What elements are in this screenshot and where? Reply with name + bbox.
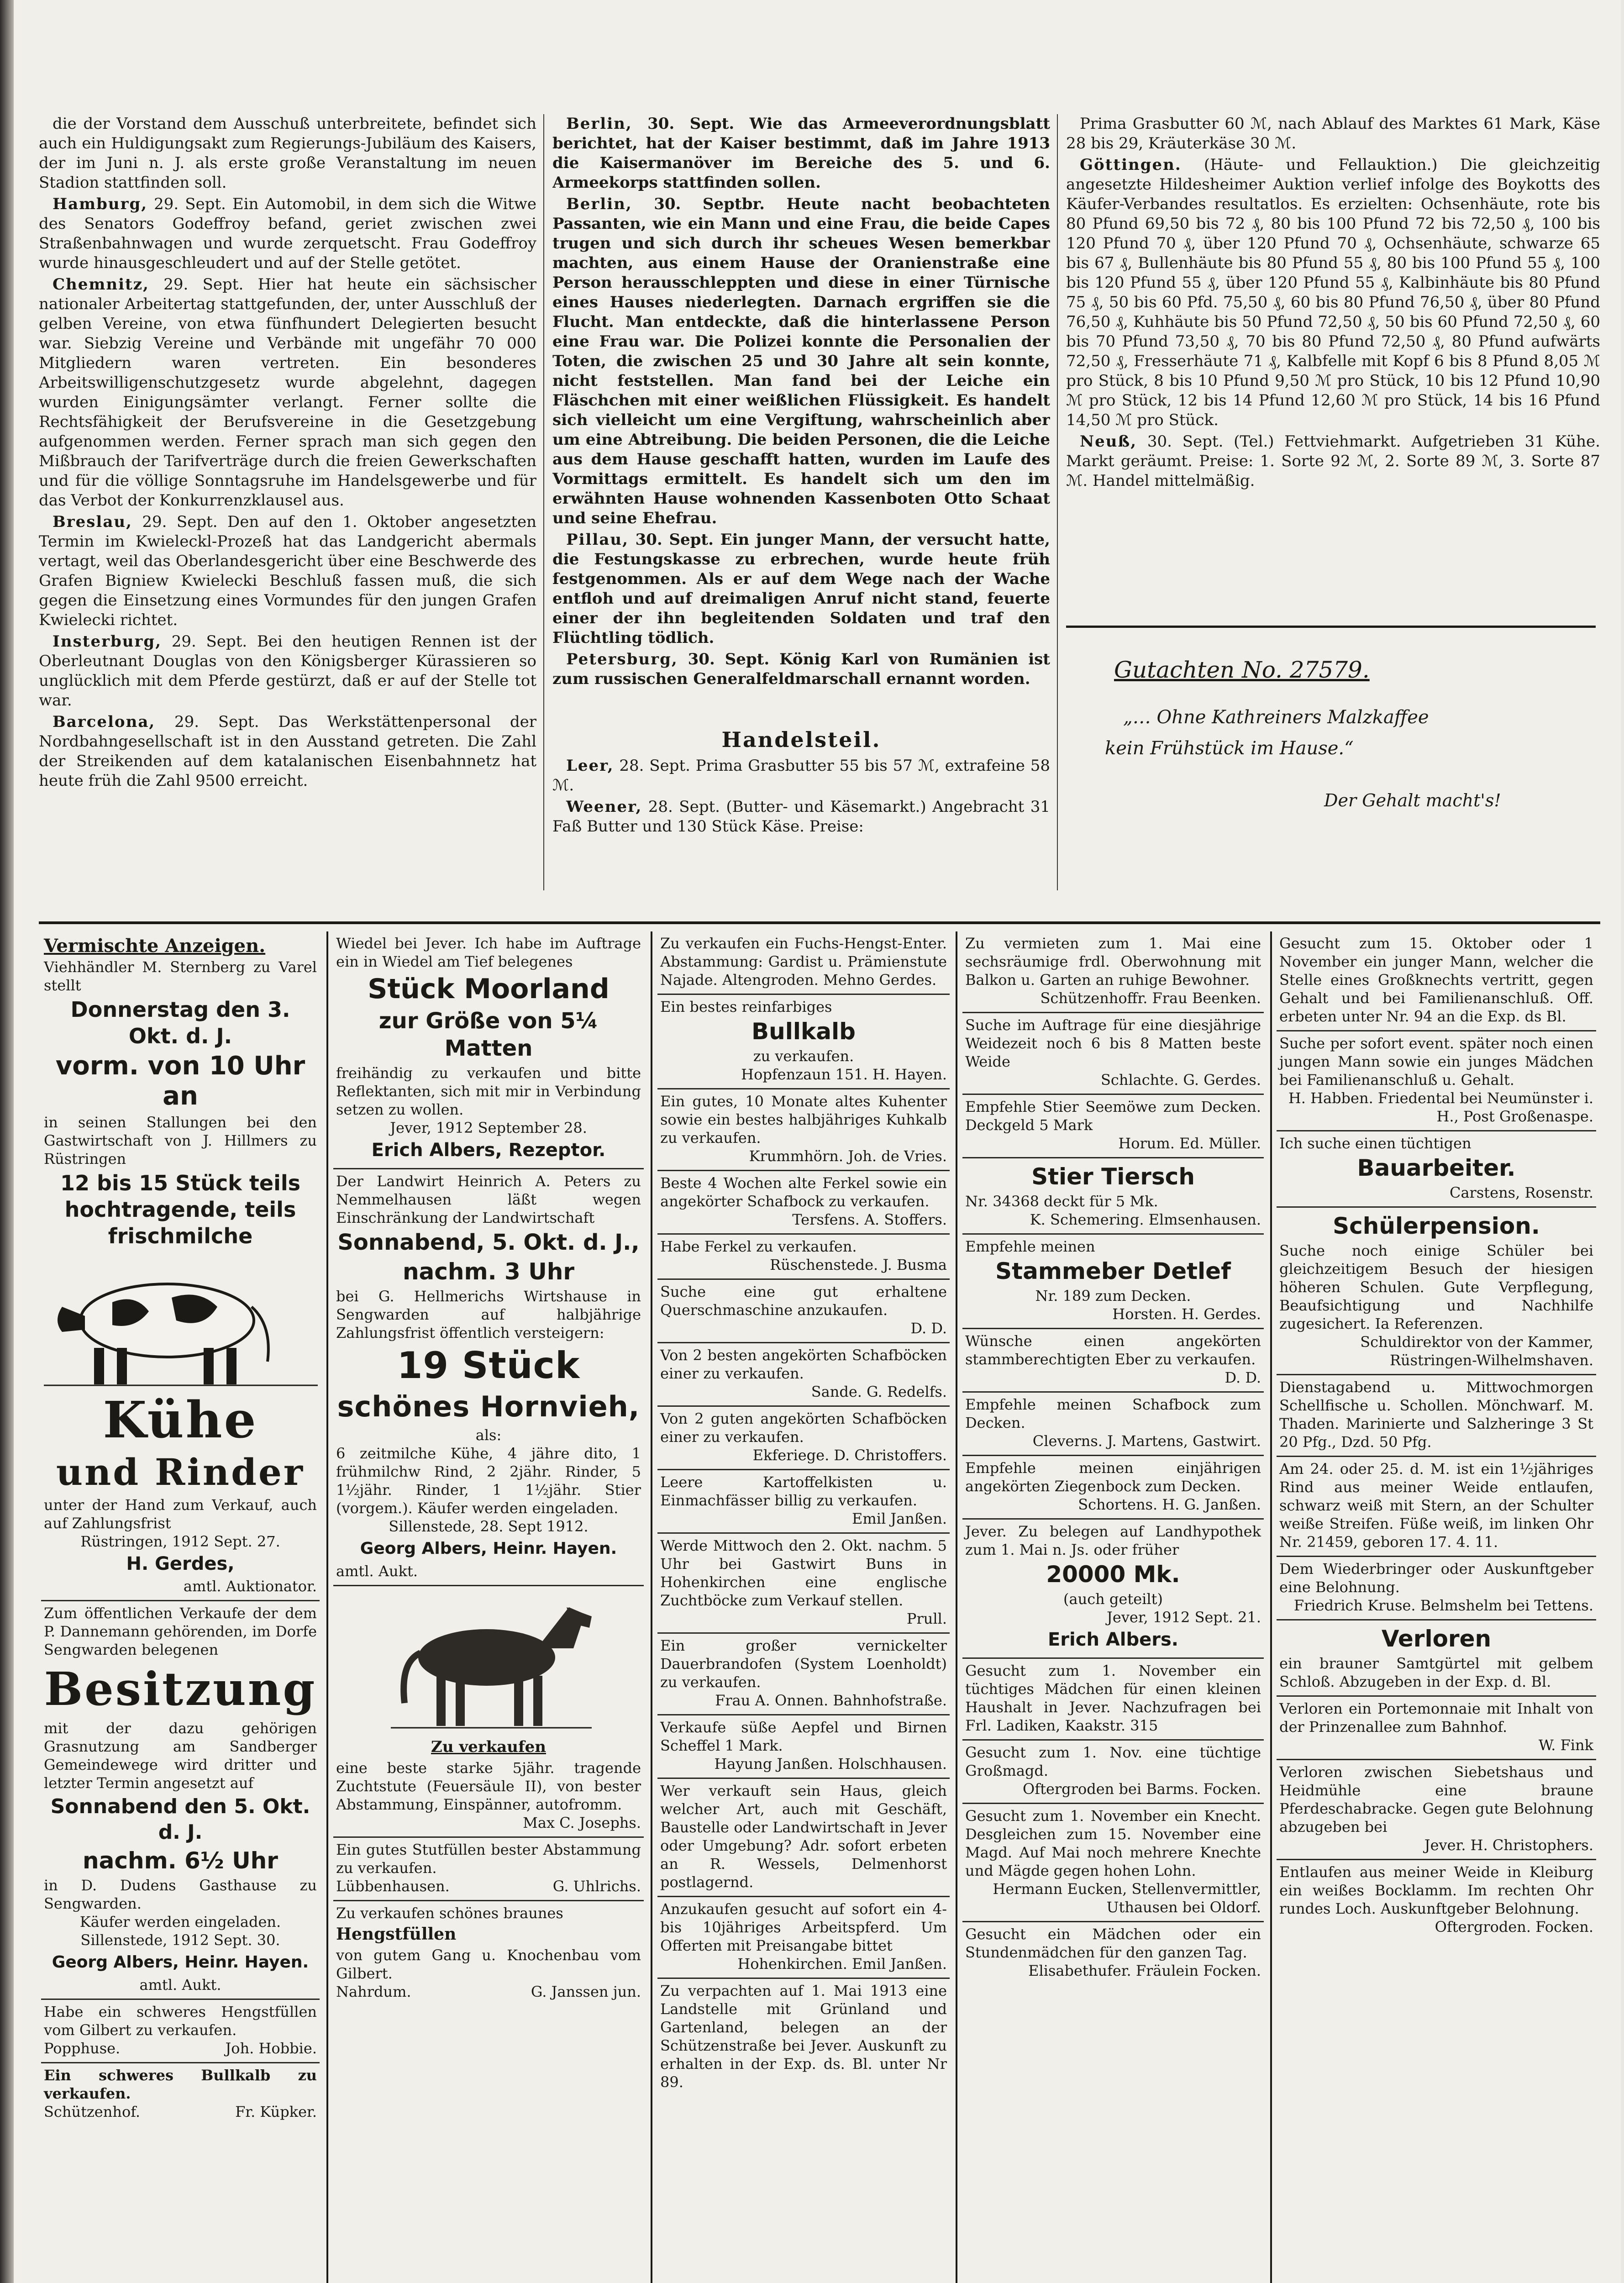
ad-moorland <box>333 931 644 1169</box>
newspaper-page <box>14 0 1621 2283</box>
ad-text: Beste 4 Wochen alte Ferkel sowie ein angekörter Schafbock zu verkaufen. <box>660 1174 947 1210</box>
news-dateline: Pillau, <box>566 531 629 549</box>
ad-text: Verloren ein Portemonnaie mit Inhalt von der Prinzenallee zum Bahnhof. <box>1279 1700 1593 1736</box>
classified-ad <box>1277 1557 1596 1620</box>
ad-text: Entlaufen aus meiner Weide in Kleiburg ein weißes Bocklamm. Im rechten Ohr rundes Loch. Auskunftgeber Belohnung. <box>1279 1863 1593 1917</box>
ad-signature: Hayung Janßen. Holschhausen. <box>714 1755 947 1773</box>
ad-signature: Cleverns. J. Martens, Gastwirt. <box>1032 1432 1261 1450</box>
classified-ad <box>962 1013 1264 1095</box>
ad-headline: 20000 Mk. <box>1046 1561 1180 1588</box>
classified-ad <box>962 1393 1264 1456</box>
ad-signature: Prull. <box>906 1610 947 1627</box>
ad-column-5 <box>1277 931 1596 2283</box>
news-text: 30. Sept. Wie das Armeeverordnungsblatt berichtet, hat der Kaiser bestimmt, daß im Jahre 1913 die Kaisermanöver im Bereiche des 5. und 6. Armeekorps stattfinden sollen. <box>552 115 1050 192</box>
ad-text: Zu verpachten auf 1. Mai 1913 eine Landstelle mit Grünland und Gartenland, belegen an der Schützenstraße bei Jever. Auskunft zu erhalten in der Exp. ds. Bl. unter Nr 89. <box>660 1982 947 2091</box>
ad-place: Nahrdum. <box>336 1983 411 2000</box>
ad-signature: Friedrich Kruse. Belmshelm bei Tettens. <box>1293 1597 1593 1614</box>
news-paragraph <box>552 756 1050 795</box>
ad-section-title: Vermischte Anzeigen. <box>44 935 266 957</box>
classified-ad <box>962 1329 1264 1393</box>
classified-ad <box>657 1407 950 1470</box>
ad-text: Leere Kartoffelkisten u. Einmachfässer billig zu verkaufen. <box>660 1473 947 1509</box>
ad-zuchtstute <box>333 1586 644 1838</box>
ad-signature: Krummhörn. Joh. de Vries. <box>749 1147 947 1165</box>
ad-signature: Hermann Eucken, Stellenvermittler, Uthausen bei Oldorf. <box>993 1880 1261 1916</box>
news-text: 29. Sept. Das Werkstättenpersonal der Nordbahngesellschaft ist in den Ausstand getreten. Die Zahl der Streikenden auf dem katalanischen Eisenbahnnetz hat heute früh die Zahl 9500 erreicht. <box>39 713 536 790</box>
classified-ad <box>962 1659 1264 1741</box>
ad-text: mit der dazu gehörigen Grasnutzung am Sandberger Gemeindewege wird dritter und letzter Termin angesetzt auf <box>44 1720 317 1792</box>
ad-signature: G. Janssen jun. <box>531 1983 641 2000</box>
classified-ad <box>657 1715 950 1779</box>
ad-signature: Rüschenstede. J. Busma <box>770 1256 947 1273</box>
news-paragraph <box>39 632 536 710</box>
news-text: 30. Septbr. Heute nacht beobachteten Passanten, wie ein Mann und eine Frau, die beide Capes trugen und sich durch ihr scheues Wesen bemerkbar machten, aus einem Hause der Oranienstraße eine Person herausschleppten und diese in einer Türnische eines Hauses niederlegten. Darnach ergriffen sie die Flucht. Man entdeckte, daß die hinterlassene Person eine Frau war. Die Polizei konnte die Personalien der Toten, die zwischen 25 und 30 Jahre alt sein konnte, nicht feststellen. Man fand bei der Leiche ein Fläschchen mit einer weißlichen Flüssigkeit. Es handelt sich vielleicht um eine Vergiftung, wahrscheinlich aber um eine Abtreibung. Die beiden Personen, die die Leiche aus dem Hause geschafft hatten, wurden im Laufe des Vormittags ermittelt. Es handelt sich um den im erwähnten Hause wohnenden Kassenboten Otto Schaat und seine Ehefrau. <box>552 195 1050 527</box>
news-paragraph <box>552 650 1050 689</box>
ad-text: Werde Mittwoch den 2. Okt. nachm. 5 Uhr bei Gastwirt Buns in Hohenkirchen eine englische Zuchtböcke zum Verkauf stellen. <box>660 1537 947 1609</box>
news-text: 30. Sept. (Tel.) Fettviehmarkt. Aufgetrieben 31 Kühe. Markt geräumt. Preise: 1. Sorte 92 ℳ, 2. Sorte 89 ℳ, 3. Sorte 87 ℳ. Handel mittelmäßig. <box>1066 432 1600 490</box>
ad-big-headline: und Rinder <box>56 1451 305 1494</box>
classified-ad <box>962 1804 1264 1922</box>
ad-signature-title: amtl. Auktionator. <box>183 1578 317 1595</box>
market-section-rule <box>1066 626 1596 628</box>
ad-text: Zum öffentlichen Verkaufe der dem P. Dannemann gehörenden, im Dorfe Sengwarden belegenen <box>44 1604 317 1658</box>
ad-text: Verkaufe süße Aepfel und Birnen Scheffel 1 Mark. <box>660 1719 947 1754</box>
column-divider <box>1057 114 1058 890</box>
ad-text: Gesucht ein Mädchen oder ein Stundenmädchen für den ganzen Tag. <box>965 1925 1261 1961</box>
ad-signature: Hohenkirchen. Emil Janßen. <box>737 1955 947 1973</box>
news-dateline: Breslau, <box>53 513 132 531</box>
ad-column-divider <box>1270 931 1272 2283</box>
news-dateline: Insterburg, <box>53 632 162 651</box>
ad-text: Suche im Auftrage für eine diesjährige Weidezeit noch 6 bis 8 Matten beste Weide <box>965 1016 1261 1070</box>
classified-ad <box>657 931 950 995</box>
section-divider-rule <box>39 921 1600 924</box>
ad-text: Empfehle meinen Schafbock zum Decken. <box>965 1396 1261 1431</box>
ad-text: Dienstagabend u. Mittwochmorgen Schellfische u. Schollen. Mönchwarf. M. Thaden. Marinierte und Salzheringe 3 St 20 Pfg., Dzd. 50 Pfg. <box>1279 1378 1593 1451</box>
news-paragraph <box>552 797 1050 836</box>
classified-ad <box>1277 1375 1596 1457</box>
ad-signature: Schortens. H. G. Janßen. <box>1078 1496 1261 1513</box>
ad-text: Käufer werden eingeladen. <box>79 1913 281 1931</box>
testimonial-signature: Der Gehalt macht's! <box>1324 790 1501 810</box>
news-dateline: Berlin, <box>566 195 632 213</box>
news-dateline: Göttingen. <box>1080 156 1182 174</box>
news-dateline: Berlin, <box>566 115 632 133</box>
news-dateline: Leer, <box>566 757 614 775</box>
news-text: 29. Sept. Den auf den 1. Oktober angesetzten Termin im Kwieleckl-Prozeß hat das Landgericht abermals vertagt, weil das Oberlandesgericht über eine Beschwerde des Grafen Bigniew Kwielecki Beschluß fassen muß, die sich gegen die Einsetzung eines Vormundes für den jungen Grafen Kwielecki richtet. <box>39 513 536 629</box>
classified-ad <box>657 1534 950 1634</box>
news-dateline: Hamburg, <box>53 195 148 213</box>
ad-headline: Donnerstag den 3. Okt. d. J. <box>70 997 290 1048</box>
ad-text: Verloren zwischen Siebetshaus und Heidmühle eine braune Pferdeschabracke. Gegen gute Belohnung abzugeben bei <box>1279 1763 1593 1836</box>
handelsteil-section <box>552 721 1050 904</box>
news-paragraph <box>552 195 1050 528</box>
ad-headline: 12 bis 15 Stück teils hochtragende, teils frischmilche <box>60 1171 300 1248</box>
ad-text: Gesucht zum 15. Oktober oder 1 November ein junger Mann, welcher die Stelle eines Großknechts vertritt, gegen Gehalt und bei Familienanschluß. Off. erbeten unter Nr. 94 an die Exp. ds Bl. <box>1279 935 1593 1025</box>
ad-text: eine beste starke 5jähr. tragende Zuchtstute (Feuersäule II), von bester Abstammung, Einspänner, autofromm. <box>336 1759 641 1813</box>
ad-signature: D. D. <box>1225 1369 1261 1386</box>
ad-signature: Georg Albers, Heinr. Hayen. <box>360 1539 617 1558</box>
classified-ad <box>657 1235 950 1280</box>
ad-hobbie <box>41 2000 320 2063</box>
ad-headline: Zu verkaufen <box>431 1738 546 1756</box>
ad-hengstfuellen <box>333 1901 644 2005</box>
ad-text: ein brauner Samtgürtel mit gelbem Schloß. Abzugeben in der Exp. d. Bl. <box>1279 1655 1593 1690</box>
ad-signature: Schuldirektor von der Kammer, Rüstringen-Wilhelmshaven. <box>1360 1333 1593 1369</box>
news-paragraph <box>39 195 536 273</box>
ad-text: Habe Ferkel zu verkaufen. <box>660 1238 857 1255</box>
news-text: 30. Sept. König Karl von Rumänien ist zum russischen Generalfeldmarschall ernannt worden. <box>552 650 1050 688</box>
ad-signature: H. Habben. Friedental bei Neumünster i. H., Post Großenaspe. <box>1288 1089 1593 1125</box>
ad-column-2 <box>333 931 644 2283</box>
ad-text: Der Landwirt Heinrich A. Peters zu Nemmelhausen läßt wegen Einschränkung der Landwirtschaft <box>336 1173 641 1226</box>
ad-headline: Sonnabend den 5. Okt. d. J. <box>50 1795 310 1844</box>
news-paragraph <box>552 530 1050 648</box>
ad-text: Wünsche einen angekörten stammberechtigten Eber zu verkaufen. <box>965 1332 1261 1368</box>
ad-signature: Ekferiege. D. Christoffers. <box>752 1447 947 1464</box>
ad-text: Ein großer vernickelter Dauerbrandofen (System Loenholdt) zu verkaufen. <box>660 1637 947 1691</box>
ad-signature: Frau A. Onnen. Bahnhofstraße. <box>715 1692 947 1709</box>
ad-big-headline: schönes Hornvieh, <box>337 1390 640 1423</box>
ad-headline: Bullkalb <box>752 1018 856 1045</box>
classified-ad <box>657 1634 950 1715</box>
ad-text: Gesucht zum 1. November ein tüchtiges Mädchen für einen kleinen Haushalt in Jever. Nachzufragen bei Frl. Ladiken, Kaakstr. 315 <box>965 1662 1261 1734</box>
ad-kuepker <box>41 2063 320 2125</box>
ad-signature: Carstens, Rosenstr. <box>1449 1184 1593 1201</box>
ad-sign-row <box>336 1877 641 1895</box>
ad-text: Ein gutes, 10 Monate altes Kuhenter sowie ein bestes halbjähriges Kuhkalb zu verkaufen. <box>660 1093 947 1147</box>
ad-text: Suche per sofort event. später noch einen jungen Mann sowie ein junges Mädchen bei Familienanschluß u. Gehalt. <box>1279 1035 1593 1089</box>
ad-date: Sillenstede, 28. Sept 1912. <box>389 1518 589 1535</box>
ad-text: Dem Wiederbringer oder Auskunftgeber eine Belohnung. <box>1279 1560 1593 1596</box>
ad-text: zu verkaufen. <box>753 1047 854 1065</box>
ad-peters-hornvieh <box>333 1169 644 1586</box>
classified-ad <box>1277 1131 1596 1208</box>
classified-ad <box>962 1741 1264 1804</box>
classified-ad <box>962 1235 1264 1329</box>
ad-text: Wer verkauft sein Haus, gleich welcher Art, auch mit Geschäft, Baustelle oder Landwirtschaft in Jever oder Umgebung? Adr. sofort erbeten an R. Wessels, Delmenhorst postlagernd. <box>660 1782 947 1891</box>
horse-illustration <box>336 1589 637 1735</box>
ad-signature-title: amtl. Aukt. <box>139 1976 221 1994</box>
ad-place: Schützenhof. <box>44 2103 141 2120</box>
classified-ad <box>962 1158 1264 1235</box>
ad-headline: Schülerpension. <box>1333 1213 1540 1239</box>
ad-column-1 <box>41 931 320 2283</box>
classified-ad <box>657 1979 950 2096</box>
ad-sign-row <box>44 2103 317 2121</box>
ad-signature-title: amtl. Aukt. <box>336 1562 418 1580</box>
ad-headline: Hengstfüllen <box>336 1925 457 1944</box>
ad-text: Empfehle meinen einjährigen angekörten Ziegenbock zum Decken. <box>965 1459 1261 1495</box>
column-divider <box>543 114 544 890</box>
classified-ad <box>657 1171 950 1235</box>
ad-headline: Verloren <box>1381 1625 1492 1652</box>
news-text: 29. Sept. Hier hat heute ein sächsischer nationaler Arbeitertag stattgefunden, der, unter Ausschluß der gelben Vereine, von etwa fünfhundert Delegierten besucht war. Siebzig Vereine und Verbände mit ungefähr 70 000 Mitgliedern waren vertreten. Ein besonderes Arbeitswilligenschutzgesetz wurde abgelehnt, dagegen wurden Einigungsämter verlangt. Ferner sollte die Rechtsfähigkeit der Berufsvereine in die Gesetzgebung aufgenommen werden. Ferner sprach man sich gegen den Mißbrauch der Tarifverträge durch die freien Gewerkschaften und für die völlige Sonntagsruhe im Handelsgewerbe und für das Verbot der Konkurrenzklausel aus. <box>39 275 536 510</box>
news-text: 29. Sept. Bei den heutigen Rennen ist der Oberleutnant Douglas von den Königsberger Kürassieren so unglücklich mit dem Pferde gestürzt, daß er auf der Stelle tot war. <box>39 632 536 710</box>
ad-big-headline: Besitzung <box>44 1662 317 1716</box>
ad-text: Von 2 guten angekörten Schafböcken einer zu verkaufen. <box>660 1410 947 1446</box>
ad-column-divider <box>326 931 328 2283</box>
classified-ad <box>1277 931 1596 1031</box>
ad-text: Am 24. oder 25. d. M. ist ein 1½jähriges Rind aus meiner Weide entlaufen, schwarz weiß mit Stern, an der Schulter weiße Streifen. Füße weiß, im linken Ohr Nr. 21459, geboren 17. 4. 11. <box>1279 1460 1593 1551</box>
classified-ad <box>1277 1860 1596 1941</box>
ad-text: Empfehle Stier Seemöwe zum Decken. Deckgeld 5 Mark <box>965 1098 1261 1134</box>
classified-ad <box>657 1343 950 1407</box>
classified-ad <box>657 1089 950 1171</box>
ad-text: Habe ein schweres Hengstfüllen vom Gilbert zu verkaufen. <box>44 2003 317 2039</box>
testimonial-line-2: kein Frühstück im Hause.“ <box>1105 738 1354 759</box>
ad-text: Zu verkaufen ein Fuchs-Hengst-Enter. Abstammung: Gardist u. Prämienstute Najade. Altengroden. Mehno Gerdes. <box>660 935 947 989</box>
classified-ad <box>962 1456 1264 1520</box>
ad-signature: Joh. Hobbie. <box>225 2040 317 2057</box>
ad-text: freihändig zu verkaufen und bitte Reflektanten, sich mit mir in Verbindung setzen zu wollen. <box>336 1064 641 1118</box>
news-paragraph <box>39 712 536 791</box>
ad-signature: W. Fink <box>1538 1736 1593 1754</box>
ad-headline: Stück Moorland <box>368 973 610 1005</box>
ad-headline: vorm. von 10 Uhr an <box>55 1051 305 1111</box>
ad-signature: G. Uhlrichs. <box>552 1878 641 1895</box>
ad-sign-row <box>44 2039 317 2057</box>
news-dateline: Chemnitz, <box>53 275 149 294</box>
news-paragraph <box>39 114 536 193</box>
ad-column-4 <box>962 931 1264 2283</box>
ad-place: Popphuse. <box>44 2040 121 2057</box>
ad-signature: Erich Albers, Rezeptor. <box>371 1140 606 1161</box>
ad-text: Nr. 34368 deckt für 5 Mk. <box>965 1193 1158 1210</box>
news-text: 30. Sept. Ein junger Mann, der versucht hatte, die Festungskasse zu erbrechen, wurde heute früh festgenommen. Als er auf dem Wege nach der Wache entfloh und auf dreimaligen Anruf nicht stand, feuerte einer der ihn begleitenden Soldaten und traf den Flüchtling tödlich. <box>552 531 1050 647</box>
ad-stutfuellen <box>333 1838 644 1901</box>
ad-signature: K. Schemering. Elmsenhausen. <box>1030 1211 1261 1228</box>
classified-ad <box>657 1280 950 1343</box>
ad-text: Ein bestes reinfarbiges <box>660 998 832 1015</box>
ad-text: Wiedel bei Jever. Ich habe im Auftrage ein in Wiedel am Tief belegenes <box>336 935 641 970</box>
ad-signature: Erich Albers. <box>1047 1629 1179 1650</box>
news-paragraph <box>39 512 536 630</box>
ad-sign-row <box>336 1983 641 2001</box>
ad-headline: zur Größe von 5¼ Matten <box>378 1008 599 1061</box>
ad-text: Zu vermieten zum 1. Mai eine sechsräumige frdl. Oberwohnung mit Balkon u. Garten an ruhige Bewohner. <box>965 935 1261 989</box>
news-paragraph <box>1066 155 1600 430</box>
ad-signature: Emil Janßen. <box>852 1510 947 1527</box>
ad-place: Lübbenhausen. <box>336 1878 450 1895</box>
ad-text: von gutem Gang u. Knochenbau vom Gilbert. <box>336 1946 641 1982</box>
ad-big-headline: 19 Stück <box>397 1344 580 1387</box>
ad-text: unter der Hand zum Verkauf, auch auf Zahlungsfrist <box>44 1496 317 1532</box>
ad-signature: Oftergroden. Focken. <box>1435 1918 1593 1936</box>
news-column-3 <box>1066 114 1600 621</box>
classified-ad <box>962 1520 1264 1659</box>
book-spine <box>0 0 14 2283</box>
news-paragraph <box>1066 114 1600 153</box>
ad-date: Rüstringen, 1912 Sept. 27. <box>80 1533 280 1550</box>
ad-text: bei G. Hellmerichs Wirtshause in Sengwarden auf halbjährige Zahlungsfrist öffentlich versteigern: <box>336 1288 641 1341</box>
news-dateline: Petersburg, <box>566 650 678 668</box>
news-text: die der Vorstand dem Ausschuß unterbreitete, befindet sich auch ein Huldigungsakt zum Regierungs-Jubiläum des Kaisers, der im Juni n. J. als erste große Veranstaltung im neuen Stadion stattfinden soll. <box>39 115 536 192</box>
ad-text: als: <box>475 1426 502 1444</box>
ad-text: Gesucht zum 1. Nov. eine tüchtige Großmagd. <box>965 1744 1261 1779</box>
news-paragraph <box>1066 432 1600 491</box>
ad-headline: Bauarbeiter. <box>1357 1155 1516 1181</box>
ad-headline: Stier Tiersch <box>1031 1163 1195 1190</box>
testimonial-heading: Gutachten No. 27579. <box>1114 658 1370 683</box>
ad-text: Zu verkaufen schönes braunes <box>336 1904 563 1922</box>
news-text: 29. Sept. Ein Automobil, in dem sich die Witwe des Senators Godeffroy befand, geriet zwischen zwei Straßenbahnwagen und wurde zerquetscht. Frau Godeffroy wurde hinausgeschleudert und auf der Stelle getötet. <box>39 195 536 272</box>
ad-text: Suche noch einige Schüler bei gleichzeitigem Besuch der hiesigen höheren Schulen. Gute Verpflegung, Beaufsichtigung und Nachhilfe zugesichert. Ia Referenzen. <box>1279 1242 1593 1332</box>
news-dateline: Weener, <box>566 798 642 816</box>
ad-signature: D. D. <box>910 1320 947 1337</box>
news-column-1 <box>39 114 536 890</box>
ad-column-divider <box>651 931 652 2283</box>
news-paragraph <box>552 114 1050 193</box>
ad-text: Ein schweres Bullkalb zu verkaufen. <box>44 2067 317 2102</box>
ad-text: Gesucht zum 1. November ein Knecht. Desgleichen zum 15. November eine Magd. Auf Mai noch mehrere Knechte und Mägde gegen hohen Lohn. <box>965 1807 1261 1879</box>
ad-headline: nachm. 3 Uhr <box>402 1258 575 1285</box>
ad-text: Ich suche einen tüchtigen <box>1279 1135 1472 1152</box>
classified-ad <box>1277 1457 1596 1557</box>
ad-text: Von 2 besten angekörten Schafböcken einer zu verkaufen. <box>660 1347 947 1382</box>
ad-column-divider <box>956 931 957 2283</box>
news-text: (Häute- und Fellauktion.) Die gleichzeitig angesetzte Hildesheimer Auktion verlief infolge des Boykotts des Käufer-Verbandes resultatlos. Es erzielten: Ochsenhäute, rote bis 80 Pfund 69,50 bis 72 ₰, 80 bis 100 Pfund 72 bis 72,50 ₰, 100 bis 120 Pfund 70 ₰, über 120 Pfund 70 ₰, Ochsenhäute, schwarze 65 bis 67 ₰, Bullenhäute bis 80 Pfund 55 ₰, 80 bis 100 Pfund 55 ₰, 100 bis 120 Pfund 55 ₰, über 120 Pfund 55 ₰, Kalbinhäute bis 80 Pfund 75 ₰, 50 bis 60 Pfd. 75,50 ₰, 60 bis 80 Pfund 76,50 ₰, über 80 Pfund 76,50 ₰, Kuhhäute bis 50 Pfund 72,50 ₰, 50 bis 60 Pfund 72,50 ₰, 60 bis 70 Pfund 73,50 ₰, 70 bis 80 Pfund 72,50 ₰, 80 Pfund aufwärts 72,50 ₰, Fresserhäute 71 ₰, Kalbfelle mit Kopf 6 bis 8 Pfund 8,05 ℳ pro Stück, 8 bis 10 Pfund 9,50 ℳ pro Stück, 10 bis 12 Pfund 10,90 ℳ pro Stück, 12 bis 14 Pfund 12,60 ℳ pro Stück, 14 bis 16 Pfund 14,50 ℳ pro Stück. <box>1066 156 1600 429</box>
ad-signature: Jever, 1912 Sept. 21. <box>1107 1609 1261 1626</box>
handwritten-testimonial <box>1077 658 1593 868</box>
ad-text: Ein gutes Stutfüllen bester Abstammung zu verkaufen. <box>336 1841 641 1877</box>
classified-ad <box>657 995 950 1089</box>
ad-signature: Oftergroden bei Barms. Focken. <box>1023 1780 1261 1798</box>
ad-text: Jever. Zu belegen auf Landhypothek zum 1. Mai n. Js. oder früher <box>965 1523 1261 1558</box>
news-dateline: Neuß, <box>1080 432 1137 451</box>
ad-date: Sillenstede, 1912 Sept. 30. <box>80 1931 280 1949</box>
classified-ad <box>657 1779 950 1897</box>
ad-text: Viehhändler M. Sternberg zu Varel stellt <box>44 958 317 994</box>
ad-signature: Horum. Ed. Müller. <box>1118 1135 1261 1152</box>
ad-signature: Tersfens. A. Stoffers. <box>792 1211 947 1228</box>
classified-ad <box>1277 1760 1596 1860</box>
ad-signature: Schlachte. G. Gerdes. <box>1100 1071 1261 1089</box>
ad-signature: Max C. Josephs. <box>523 1814 641 1831</box>
ad-text: in D. Dudens Gasthause zu Sengwarden. <box>44 1877 317 1912</box>
classified-ad <box>657 1897 950 1979</box>
news-text: 28. Sept. Prima Grasbutter 55 bis 57 ℳ, extrafeine 58 ℳ. <box>552 757 1050 794</box>
ad-signature: H. Gerdes, <box>126 1553 235 1574</box>
ad-big-headline: Kühe <box>103 1390 258 1449</box>
news-paragraph <box>39 275 536 510</box>
ad-text: (auch geteilt) <box>1063 1590 1163 1608</box>
ad-signature: Sande. G. Redelfs. <box>811 1383 947 1400</box>
classified-ad <box>1277 1620 1596 1697</box>
classified-ad <box>962 1922 1264 1984</box>
classified-ad <box>1277 1208 1596 1375</box>
news-dateline: Barcelona, <box>53 713 156 731</box>
classified-ad <box>657 1470 950 1534</box>
classified-ad <box>1277 1697 1596 1760</box>
ad-headline: Stammeber Detlef <box>995 1258 1231 1284</box>
ad-signature: Hopfenzaun 151. H. Hayen. <box>741 1066 947 1083</box>
ad-signature: Elisabethufer. Fräulein Focken. <box>1028 1962 1261 1979</box>
news-text: 28. Sept. (Butter- und Käsemarkt.) Angebracht 31 Faß Butter und 130 Stück Käse. Preise: <box>552 798 1050 836</box>
ad-signature: Fr. Küpker. <box>235 2103 317 2120</box>
testimonial-line-1: „… Ohne Kathreiners Malzkaffee <box>1123 707 1429 728</box>
cow-illustration <box>44 1252 318 1389</box>
ad-text: Empfehle meinen <box>965 1238 1095 1255</box>
ad-signature: Jever. H. Christophers. <box>1424 1836 1593 1854</box>
handelsteil-body <box>552 756 1050 836</box>
ad-dannemann-besitzung <box>41 1601 320 2000</box>
ad-text: Anzukaufen gesucht auf sofort ein 4- bis 10jähriges Arbeitspferd. Um Offerten mit Preisangabe bittet <box>660 1900 947 1954</box>
ad-text: in seinen Stallungen bei den Gastwirtschaft von J. Hillmers zu Rüstringen <box>44 1114 317 1168</box>
ad-signature: Horsten. H. Gerdes. <box>1112 1305 1261 1323</box>
ad-text: Suche eine gut erhaltene Querschmaschine anzukaufen. <box>660 1283 947 1319</box>
ad-headline: Sonnabend, 5. Okt. d. J., <box>337 1230 640 1255</box>
ad-signature: Georg Albers, Heinr. Hayen. <box>52 1953 309 1972</box>
news-text: Prima Grasbutter 60 ℳ, nach Ablauf des Marktes 61 Mark, Käse 28 bis 29, Kräuterkäse 30 ℳ. <box>1066 115 1600 153</box>
ad-sternberg <box>41 931 320 1601</box>
ad-date: Jever, 1912 September 28. <box>390 1119 587 1136</box>
ad-text: Nr. 189 zum Decken. <box>1035 1287 1191 1305</box>
ad-signature: Schützenhoffr. Frau Beenken. <box>1040 989 1261 1007</box>
classified-ad <box>962 1095 1264 1158</box>
ad-text: 6 zeitmilche Kühe, 4 jähre dito, 1 frühmilchw Rind, 2 2jähr. Rinder, 5 1½jähr. Rinder, 1 1½jähr. Stier (vorgem.). Käufer werden eingeladen. <box>336 1445 641 1517</box>
ad-column-3 <box>657 931 950 2283</box>
classified-ad <box>962 931 1264 1013</box>
handelsteil-title: Handelsteil. <box>721 727 881 752</box>
ad-headline: nachm. 6½ Uhr <box>83 1847 278 1874</box>
news-column-2 <box>552 114 1050 721</box>
classified-ad <box>1277 1031 1596 1131</box>
